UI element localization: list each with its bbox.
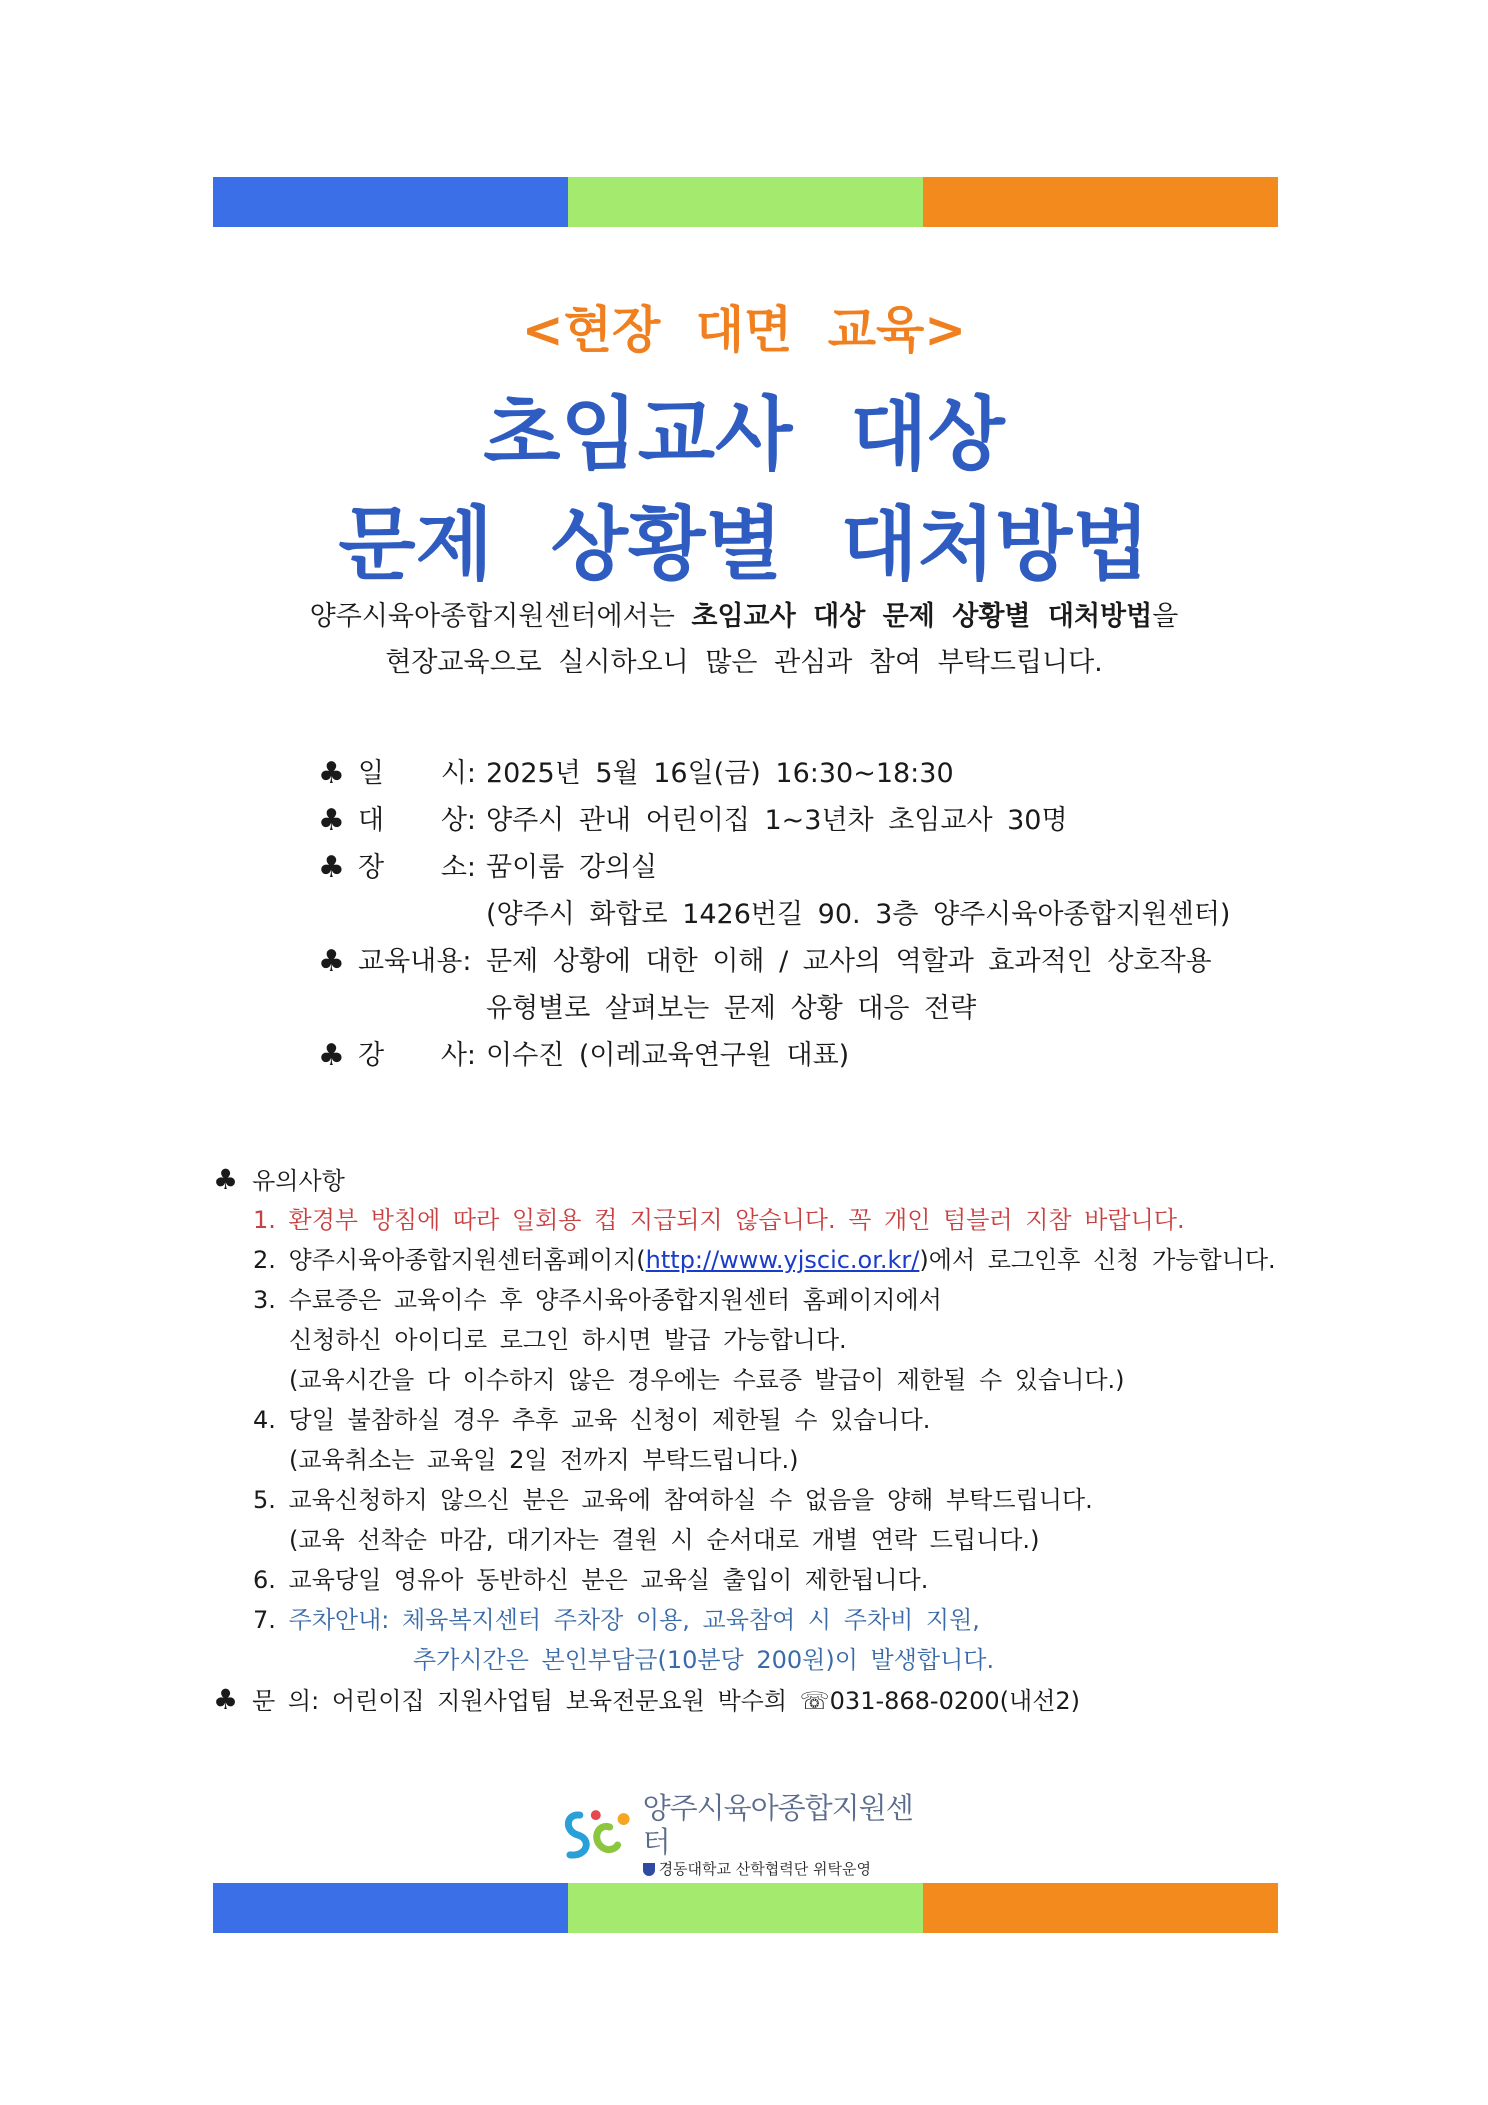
color-bar-green [568,1883,923,1933]
detail-value: 양주시 관내 어린이집 1~3년차 초임교사 30명 [486,805,1068,836]
club-icon: ♣ [213,1683,239,1716]
detail-place [318,844,1318,891]
logo-mark-icon [558,1805,633,1865]
intro-line-1 [0,594,1488,640]
club-icon: ♣ [318,850,345,885]
note-4: 4. 당일 불참하실 경우 추후 교육 신청이 제한될 수 있습니다. [253,1406,931,1434]
note-3-line-2: 신청하신 아이디로 로그인 하시면 발급 가능합니다. [289,1326,847,1354]
color-bar-green [568,177,923,227]
detail-lecturer [318,1032,1318,1079]
intro-post: 을 [1152,601,1179,632]
shield-icon [643,1863,655,1876]
logo-center-name: 양주시육아종합지원센터 [642,1791,913,1859]
club-icon: ♣ [318,756,345,791]
color-bar-blue [213,177,568,227]
intro-pre: 양주시육아종합지원센터에서는 [309,601,692,632]
title-line-2: 문제 상황별 대처방법 [338,498,1150,591]
intro-bold: 초임교사 대상 문제 상황별 대처방법 [691,601,1153,632]
note-3: 3. 수료증은 교육이수 후 양주시육아종합지원센터 홈페이지에서 [253,1286,942,1314]
homepage-link[interactable]: http://www.yjscic.or.kr/ [645,1246,920,1274]
note-6: 6. 교육당일 영유아 동반하신 분은 교육실 출입이 제한됩니다. [253,1566,929,1594]
club-icon: ♣ [318,1038,345,1073]
detail-value: 2025년 5월 16일(금) 16:30~18:30 [486,758,954,789]
detail-content [318,938,1318,985]
detail-value: 이수진 (이레교육연구원 대표) [486,1040,850,1071]
detail-label: 교육내용: [358,946,472,977]
notes-heading: ♣ 유의사항 [213,1163,345,1196]
note-7-line-2: 추가시간은 본인부담금(10분당 200원)이 발생합니다. [413,1646,995,1674]
logo-text [643,1791,938,1879]
detail-label: 강 사: [358,1040,476,1071]
detail-label: 대 상: [358,805,476,836]
top-color-bar [213,177,1278,227]
contact-info: ♣ 문 의: 어린이집 지원사업팀 보육전문요원 박수희 ☏031-868-0200(내선2) [213,1683,1081,1716]
detail-value: 문제 상황에 대한 이해 / 교사의 역할과 효과적인 상호작용 [486,946,1212,977]
color-bar-orange [923,1883,1278,1933]
event-details [318,750,1318,1079]
club-icon: ♣ [318,944,345,979]
intro-text [0,594,1488,686]
note-7: 7. 주차안내: 체육복지센터 주차장 이용, 교육참여 시 주차비 지원, [253,1606,980,1634]
note-5-line-2: (교육 선착순 마감, 대기자는 결원 시 순서대로 개별 연락 드립니다.) [289,1526,1040,1554]
color-bar-orange [923,177,1278,227]
detail-target [318,797,1318,844]
event-type-subtitle: <현장 대면 교육> [521,301,967,359]
detail-label: 장 소: [358,852,476,883]
note-1: 1. 환경부 방침에 따라 일회용 컵 지급되지 않습니다. 꼭 개인 텀블러 지참 바랍니다. [253,1206,1185,1234]
title-line-1: 초임교사 대상 [483,388,1005,481]
detail-content-line-2: 유형별로 살펴보는 문제 상황 대응 전략 [486,993,977,1024]
logo-subtext: 경동대학교 산학협력단 위탁운영 [643,1859,938,1879]
bottom-color-bar [213,1883,1278,1933]
club-icon: ♣ [213,1163,239,1196]
note-3-line-3: (교육시간을 다 이수하지 않은 경우에는 수료증 발급이 제한될 수 있습니다.) [289,1366,1125,1394]
note-2: 2. 양주시육아종합지원센터홈페이지(http://www.yjscic.or.kr/)에서 로그인후 신청 가능합니다. [253,1246,1276,1274]
detail-place-address: (양주시 화합로 1426번길 90. 3층 양주시육아종합지원센터) [486,899,1231,930]
club-icon: ♣ [318,803,345,838]
detail-date [318,750,1318,797]
note-4-line-2: (교육취소는 교육일 2일 전까지 부탁드립니다.) [289,1446,799,1474]
center-logo [558,1791,938,1878]
notes-section [213,1160,1283,1720]
intro-line-2: 현장교육으로 실시하오니 많은 관심과 참여 부탁드립니다. [385,647,1103,678]
detail-value: 꿈이룸 강의실 [486,852,658,883]
detail-label: 일 시: [358,758,476,789]
note-5: 5. 교육신청하지 않으신 분은 교육에 참여하실 수 없음을 양해 부탁드립니다. [253,1486,1093,1514]
color-bar-blue [213,1883,568,1933]
